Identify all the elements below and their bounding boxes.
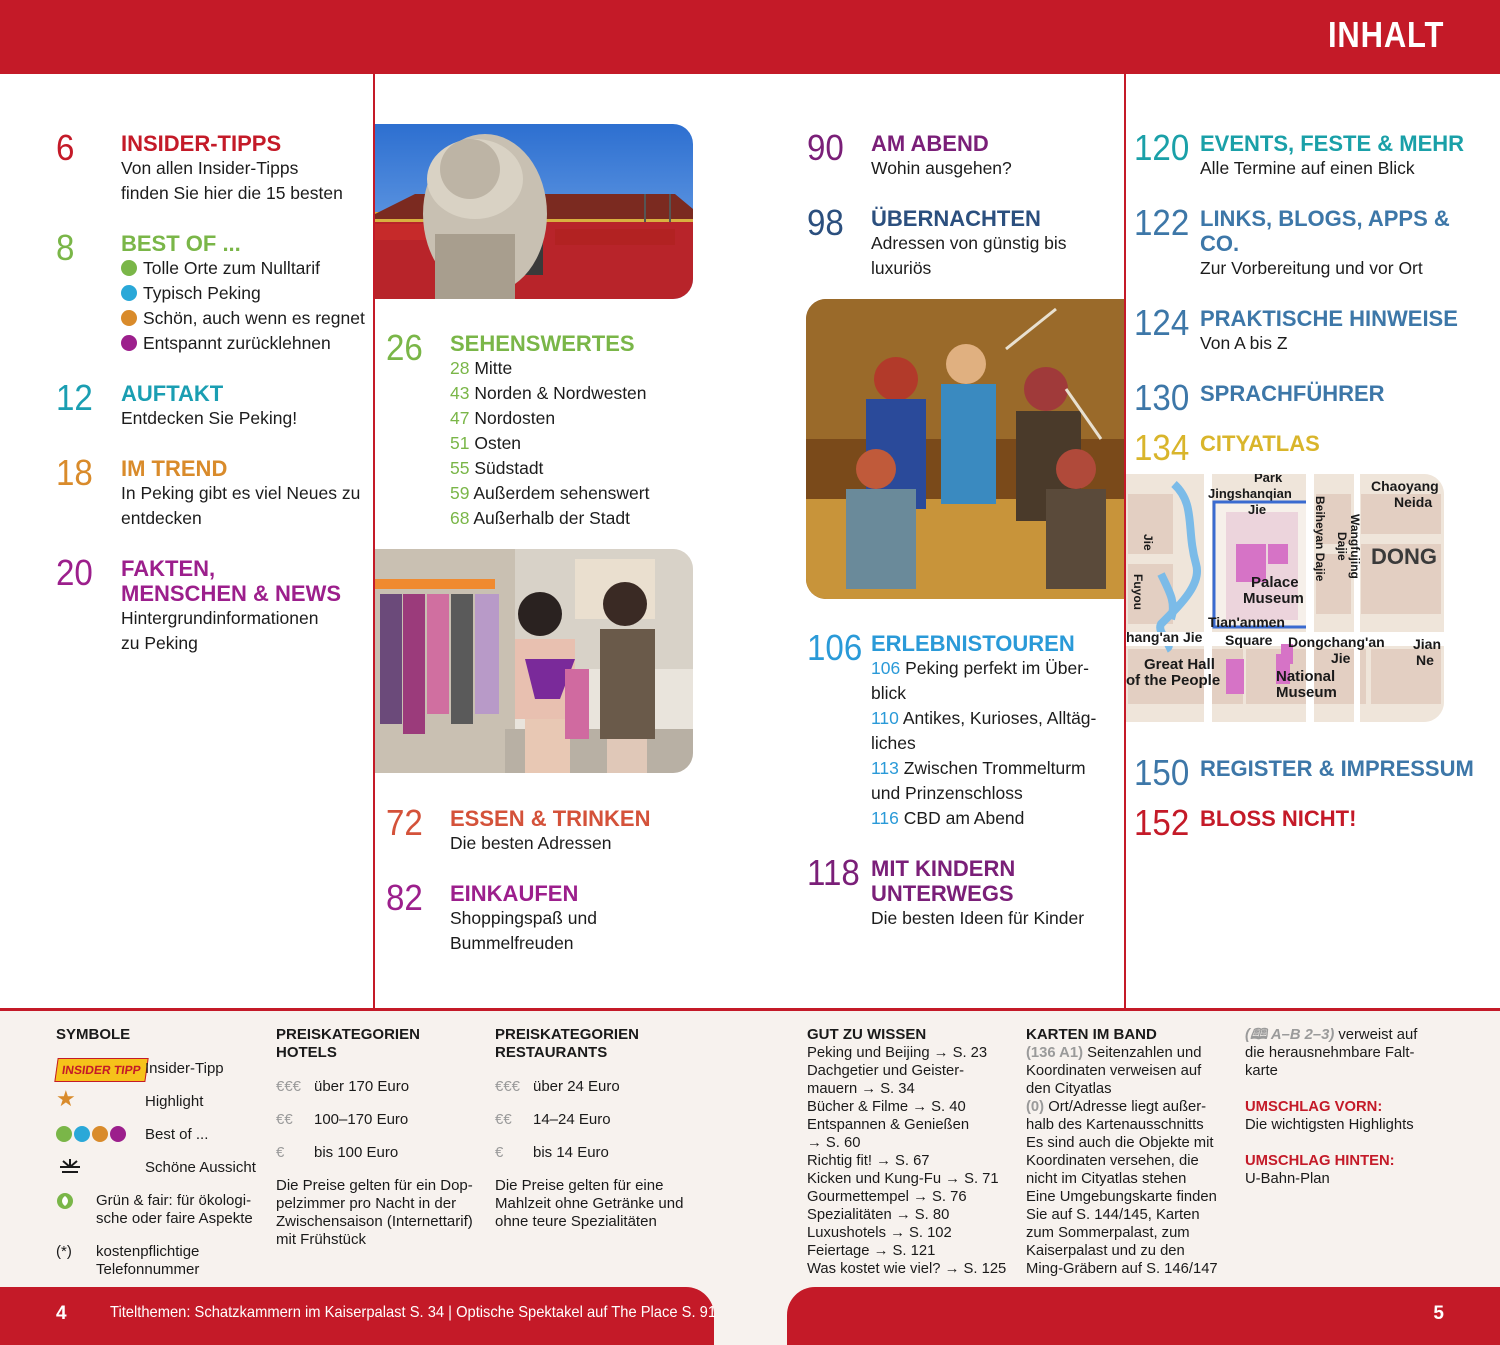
orange-dot-icon [121, 310, 137, 326]
photo-peking-opera [806, 299, 1124, 599]
view-icon [56, 1157, 84, 1180]
price-note: Die Preise gelten für ein Dop- pelzimmer pro Nacht in der Zwischensaison (Internettarif) mit Frühstück [276, 1177, 473, 1248]
svg-text:Jie: Jie [1248, 502, 1267, 517]
entry-heading: ESSEN & TRINKEN [450, 806, 651, 831]
star-icon: ★ [56, 1086, 76, 1111]
page-number: 12 [56, 377, 93, 418]
page-number: 18 [56, 452, 93, 493]
svg-text:hang'an Jie: hang'an Jie [1126, 629, 1203, 645]
entry-heading: AM ABEND [871, 131, 989, 156]
list-item[interactable]: 116 CBD am Abend [871, 808, 1025, 828]
list-item: Tolle Orte zum Nulltarif [121, 256, 365, 281]
entry-description: Wohin ausgehen? [871, 158, 1012, 178]
legend-text: kostenpflichtige Telefonnummer [96, 1243, 200, 1278]
svg-text:Park: Park [1254, 474, 1283, 485]
svg-text:Dongchang'an: Dongchang'an [1288, 634, 1385, 650]
legend-restaurants: PREISKATEGORIEN RESTAURANTS [495, 1026, 639, 1061]
legend-text: Insider-Tipp [145, 1060, 224, 1077]
entry-heading: AUFTAKT [121, 381, 224, 406]
page-number: 6 [56, 127, 75, 168]
svg-text:Ne: Ne [1416, 652, 1434, 668]
list-item: Typisch Peking [121, 281, 365, 306]
page-number: 124 [1134, 302, 1190, 343]
legend-text: Highlight [145, 1093, 204, 1110]
page-number: 120 [1134, 127, 1190, 168]
price-row: €€ 100–170 Euro [276, 1111, 409, 1128]
list-item[interactable]: 59 Außerdem sehenswert [450, 483, 650, 503]
page-number: 152 [1134, 802, 1190, 843]
photo-shopping [375, 549, 693, 773]
subentry-list: 106 Peking perfekt im Über- blick 110 Antikes, Kurioses, Alltäg- liches 113 Zwischen Trommelturm und Prinzenschloss 116 CBD am Abend [871, 656, 1096, 831]
phone-mark: (*) [56, 1243, 72, 1260]
entry-description: Von allen Insider-Tipps finden Sie hier die 15 besten [121, 158, 343, 203]
blue-dot-icon [121, 285, 137, 301]
svg-text:Wangfujing: Wangfujing [1348, 514, 1362, 579]
insider-tipp-badge: INSIDER TIPP [56, 1058, 147, 1082]
svg-text:Great Hall: Great Hall [1144, 656, 1215, 673]
page-number: 82 [386, 877, 423, 918]
list-item[interactable]: 55 Südstadt [450, 458, 544, 478]
entry-heading: SEHENSWERTES [450, 331, 635, 356]
svg-text:Fuyou: Fuyou [1131, 574, 1145, 610]
entry-heading: IM TREND [121, 456, 228, 481]
entry-heading: FAKTEN, MENSCHEN & NEWS [121, 556, 342, 606]
legend-text: Grün & fair: für ökologi- sche oder faire Aspekte [96, 1192, 253, 1227]
legend-karten: KARTEN IM BAND (136 A1) Seitenzahlen und Koordinaten verweisen auf den Cityatlas (0) Ort/Adresse liegt außer- halb des Kartenausschnitts Es sind auch die Objekte mit Koordinaten versehen, die nicht im Cityatlas stehen Eine Umgebungskarte finden Sie auf S. 144/145, Karten zum Sommerpalast, zum Kaiserpalast und zu den Ming-Gräbern auf S. 146/147 [1026, 1026, 1218, 1277]
entry-description: Die besten Adressen [450, 833, 612, 853]
svg-text:Jingshanqian: Jingshanqian [1208, 486, 1292, 501]
best-of-dots-icon [56, 1126, 126, 1145]
list-item: Schön, auch wenn es regnet [121, 306, 365, 331]
legend-text: Best of ... [145, 1126, 209, 1143]
entry-heading: PRAKTISCHE HINWEISE [1200, 306, 1458, 331]
legend-symbole: SYMBOLE [56, 1026, 131, 1043]
list-item[interactable]: 113 Zwischen Trommelturm [871, 758, 1086, 778]
page-number: 130 [1134, 377, 1190, 418]
svg-text:Chaoyang: Chaoyang [1371, 478, 1439, 494]
legend-text: Schöne Aussicht [145, 1159, 256, 1176]
legend-faltkarte: (🕮 A–B 2–3) verweist auf die herausnehmbare Falt- karte UMSCHLAG VORN: Die wichtigsten Highlights UMSCHLAG HINTEN: U-Bahn-Plan [1245, 1027, 1418, 1187]
price-row: €€ 14–24 Euro [495, 1111, 611, 1128]
price-row: €€€ über 170 Euro [276, 1078, 410, 1095]
svg-text:Museum: Museum [1243, 590, 1304, 607]
svg-text:Museum: Museum [1276, 684, 1337, 701]
svg-text:Neida: Neida [1394, 494, 1433, 510]
svg-text:Tian'anmen: Tian'anmen [1208, 614, 1285, 630]
purple-dot-icon [121, 335, 137, 351]
entry-description: Zur Vorbereitung und vor Ort [1200, 258, 1423, 278]
page-number: 26 [386, 327, 423, 368]
page-number: 20 [56, 552, 93, 593]
entry-heading: EINKAUFEN [450, 881, 579, 906]
svg-text:Square: Square [1225, 632, 1273, 648]
footer-left [0, 1287, 717, 1345]
entry-heading: INSIDER-TIPPS [121, 131, 282, 156]
entry-heading: CITYATLAS [1200, 431, 1320, 456]
page-number: 98 [807, 202, 844, 243]
legend-gut-zu-wissen: GUT ZU WISSEN Peking und Beijing → S. 23 Dachgetier und Geister- mauern → S. 34 Bücher & Filme → S. 40 Entspannen & Genießen → S. 60 Richtig fit! → S. 67 Kicken und Kung-Fu → S. 71 Gourmettempel → S. 76 Spezialitäten → S. 80 Luxushotels → S. 102 Feiertage → S. 121 Was kostet wie viel? → S. 125 [807, 1026, 1007, 1277]
svg-text:National: National [1276, 668, 1336, 685]
header-bar [0, 0, 1500, 74]
entry-heading: MIT KINDERN UNTERWEGS [871, 856, 1016, 906]
page-number: 90 [807, 127, 844, 168]
page-number-right: 5 [1433, 1303, 1444, 1324]
photo-tiananmen-lion [375, 124, 693, 299]
page-number: 150 [1134, 752, 1190, 793]
page-number: 118 [807, 852, 860, 893]
svg-text:Jian: Jian [1413, 636, 1442, 652]
list-item[interactable]: 51 Osten [450, 433, 522, 453]
subentry-list [450, 356, 649, 531]
svg-text:Palace: Palace [1251, 574, 1299, 591]
entry-description: Entdecken Sie Peking! [121, 408, 298, 428]
list-item[interactable]: 68 Außerhalb der Stadt [450, 508, 630, 528]
price-row: € bis 100 Euro [276, 1144, 399, 1161]
entry-description: Shoppingspaß und Bummelfreuden [450, 908, 597, 953]
list-item[interactable]: 110 Antikes, Kurioses, Alltäg- [871, 708, 1097, 728]
price-row: € bis 14 Euro [495, 1144, 609, 1161]
price-row: €€€ über 24 Euro [495, 1078, 620, 1095]
best-of-list [121, 256, 365, 356]
entry-description: Adressen von günstig bis luxuriös [871, 233, 1067, 278]
svg-text:of the People: of the People [1126, 672, 1221, 689]
list-item[interactable]: 47 Nordosten [450, 408, 556, 428]
page-number: 134 [1134, 427, 1190, 468]
price-note: Die Preise gelten für eine Mahlzeit ohne Getränke und ohne teure Spezialitäten [495, 1177, 684, 1230]
entry-heading: BLOSS NICHT! [1200, 806, 1357, 831]
entry-description: Alle Termine auf einen Blick [1200, 158, 1415, 178]
page-number: 8 [56, 227, 75, 268]
svg-text:Beiheyan Dajie: Beiheyan Dajie [1313, 496, 1327, 582]
list-item[interactable]: 28 Mitte [450, 358, 513, 378]
entry-description: Von A bis Z [1200, 333, 1288, 353]
svg-text:Jie: Jie [1141, 534, 1155, 551]
green-fair-icon [56, 1192, 74, 1215]
list-item[interactable]: 106 Peking perfekt im Über- [871, 658, 1089, 678]
entry-heading: EVENTS, FESTE & MEHR [1200, 131, 1465, 156]
entry-description: Die besten Ideen für Kinder [871, 908, 1085, 928]
footer-cover-topics: Titelthemen: Schatzkammern im Kaiserpalast S. 34 | Optische Spektakel auf The Place S. 91 [110, 1304, 717, 1321]
list-item: Entspannt zurücklehnen [121, 331, 365, 356]
svg-text:Jie: Jie [1331, 650, 1351, 666]
entry-description: In Peking gibt es viel Neues zu entdecken [121, 483, 361, 528]
cityatlas-map [1126, 474, 1444, 722]
page-number-left: 4 [56, 1303, 67, 1324]
entry-heading: BEST OF ... [121, 231, 241, 256]
page-number: 106 [807, 627, 863, 668]
list-item[interactable]: 43 Norden & Nordwesten [450, 383, 647, 403]
legend-hotels: PREISKATEGORIEN HOTELS [276, 1026, 420, 1061]
entry-heading: LINKS, BLOGS, APPS & CO. [1200, 206, 1450, 256]
entry-heading: ERLEBNISTOUREN [871, 631, 1075, 656]
svg-text:Dajie: Dajie [1335, 532, 1349, 561]
page-title: INHALT [1327, 14, 1444, 55]
green-dot-icon [121, 260, 137, 276]
page-number: 122 [1134, 202, 1190, 243]
entry-description: Hintergrundinformationen zu Peking [121, 608, 319, 653]
footer-right [787, 1287, 1500, 1345]
entry-heading: REGISTER & IMPRESSUM [1200, 756, 1474, 781]
svg-text:DONG: DONG [1371, 544, 1437, 569]
entry-heading: ÜBERNACHTEN [871, 206, 1041, 231]
page-number: 72 [386, 802, 423, 843]
entry-heading: SPRACHFÜHRER [1200, 381, 1385, 406]
